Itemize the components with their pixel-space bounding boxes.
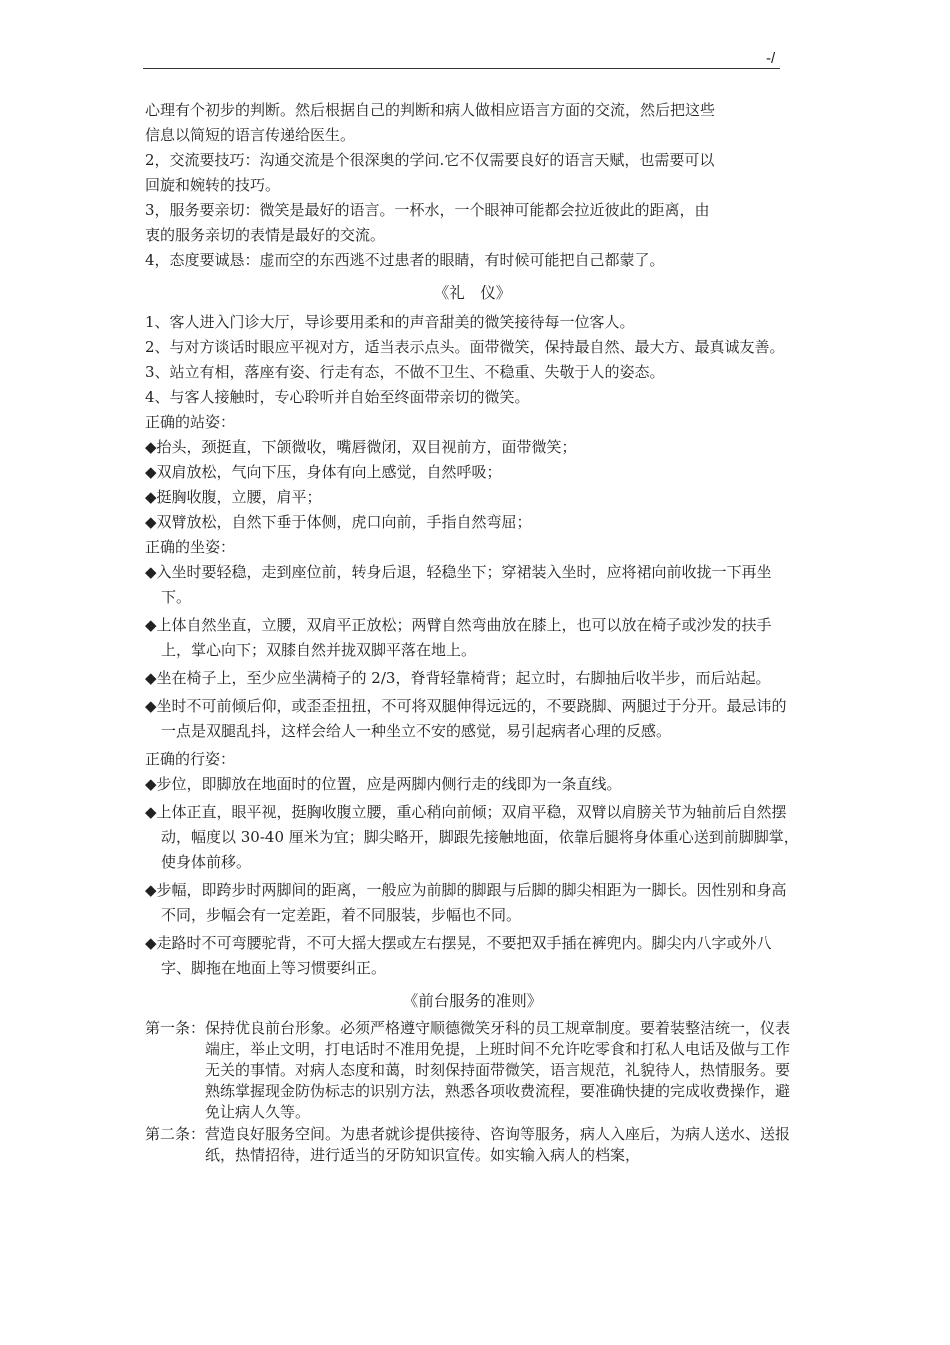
standing-item: ◆双臂放松，自然下垂于体侧，虎口向前，手指自然弯屈； [145, 513, 532, 531]
header-rule [143, 68, 780, 69]
rule-article [145, 1018, 800, 1123]
sitting-heading: 正确的坐姿： [145, 538, 236, 556]
walking-item: ◆走路时不可弯腰驼背，不可大摇大摆或左右摆晃，不要把双手插在裤兜内。脚尖内八字或外八字、脚拖在地面上等习惯要纠正。 [145, 934, 772, 977]
intro-line: 回旋和婉转的技巧。 [145, 176, 281, 194]
sitting-item: ◆上体自然坐直，立腰，双肩平正放松；两臂自然弯曲放在膝上，也可以放在椅子或沙发的扶手上，掌心向下；双膝自然并拢双脚平落在地上。 [145, 616, 772, 659]
intro-section [145, 98, 800, 273]
article-text: 营造良好服务空间。为患者就诊提供接待、咨询等服务，病人入座后，为病人送水、送报纸，热情招待，进行适当的牙防知识宣传。如实输入病人的档案， [205, 1125, 791, 1164]
intro-line: 心理有个初步的判断。然后根据自己的判断和病人做相应语言方面的交流，然后把这些 [145, 101, 716, 119]
etiquette-item: 3、站立有相，落座有姿、行走有态，不做不卫生、不稳重、失敬于人的姿态。 [145, 363, 665, 381]
standing-item: ◆双肩放松，气向下压，身体有向上感觉，自然呼吸； [145, 463, 502, 481]
etiquette-items [145, 310, 800, 410]
intro-line: 2，交流要技巧：沟通交流是个很深奥的学问.它不仅需要良好的语言天赋，也需要可以 [145, 151, 715, 169]
walking-heading: 正确的行姿： [145, 750, 236, 768]
rules-articles [145, 1018, 800, 1166]
intro-line: 3，服务要亲切：微笑是最好的语言。一杯水，一个眼神可能都会拉近彼此的距离，由 [145, 201, 710, 219]
standing-item: ◆抬头，颈挺直，下颌微收，嘴唇微闭，双目视前方，面带微笑； [145, 438, 577, 456]
sitting-item: ◆入坐时要轻稳，走到座位前，转身后退，轻稳坐下；穿裙装入坐时，应将裙向前收拢一下再坐下。 [145, 563, 772, 606]
document-body [145, 98, 800, 1167]
standing-heading: 正确的站姿： [145, 413, 236, 431]
sitting-item: ◆坐在椅子上，至少应坐满椅子的 2/3，脊背轻靠椅背；起立时，右脚抽后收半步，而后站起。 [145, 669, 771, 687]
article-label: 第二条： [145, 1125, 206, 1143]
walking-item: ◆步位，即脚放在地面时的位置，应是两脚内侧行走的线即为一条直线。 [145, 775, 622, 793]
sitting-section [145, 535, 800, 744]
rules-title: 《前台服务的准则》 [402, 992, 543, 1010]
header-mark: -/ [766, 50, 776, 67]
walking-item: ◆步幅，即跨步时两脚间的距离，一般应为前脚的脚跟与后脚的脚尖相距为一脚长。因性别和身高不同，步幅会有一定差距，着不同服装，步幅也不同。 [145, 881, 787, 924]
intro-line: 信息以简短的语言传递给医生。 [145, 126, 356, 144]
standing-section [145, 410, 800, 535]
walking-item: ◆上体正直，眼平视，挺胸收腹立腰，重心稍向前倾；双肩平稳，双臂以肩膀关节为轴前后自然摆动，幅度以 30-40 厘米为宜；脚尖略开，脚跟先接触地面，依靠后腿将身体重心送到前脚脚掌，使身体前移。 [145, 803, 799, 871]
sitting-item: ◆坐时不可前倾后仰，或歪歪扭扭，不可将双腿伸得远远的，不要跷脚、两腿过于分开。最忌讳的一点是双腿乱抖，这样会给人一种坐立不安的感觉，易引起病者心理的反感。 [145, 697, 787, 740]
article-label: 第一条： [145, 1019, 206, 1037]
intro-line: 衷的服务亲切的表情是最好的交流。 [145, 226, 386, 244]
intro-line: 4，态度要诚恳：虚而空的东西逃不过患者的眼睛，有时候可能把自己都蒙了。 [145, 251, 665, 269]
article-text: 保持优良前台形象。必须严格遵守顺德微笑牙科的员工规章制度。要着装整洁统一，仪表端庄，举止文明，打电话时不准用免提，上班时间不允许吃零食和打私人电话及做与工作无关的事情。对病人态度和蔼，时刻保持面带微笑，语言规范，礼貌待人，热情服务。要熟练掌握现金防伪标志的识别方法，熟悉各项收费流程，要准确快捷的完成收费操作，避免让病人久等。 [205, 1019, 791, 1121]
standing-item: ◆挺胸收腹，立腰，肩平； [145, 488, 322, 506]
etiquette-item: 1、客人进入门诊大厅，导诊要用柔和的声音甜美的微笑接待每一位客人。 [145, 313, 635, 331]
rule-article [145, 1124, 800, 1166]
walking-section [145, 747, 800, 981]
etiquette-item: 4、与客人接触时，专心聆听并自始至终面带亲切的微笑。 [145, 388, 530, 406]
etiquette-title: 《礼 仪》 [433, 284, 512, 302]
etiquette-item: 2、与对方谈话时眼应平视对方，适当表示点头。面带微笑，保持最自然、最大方、最真诚友善。 [145, 338, 785, 356]
